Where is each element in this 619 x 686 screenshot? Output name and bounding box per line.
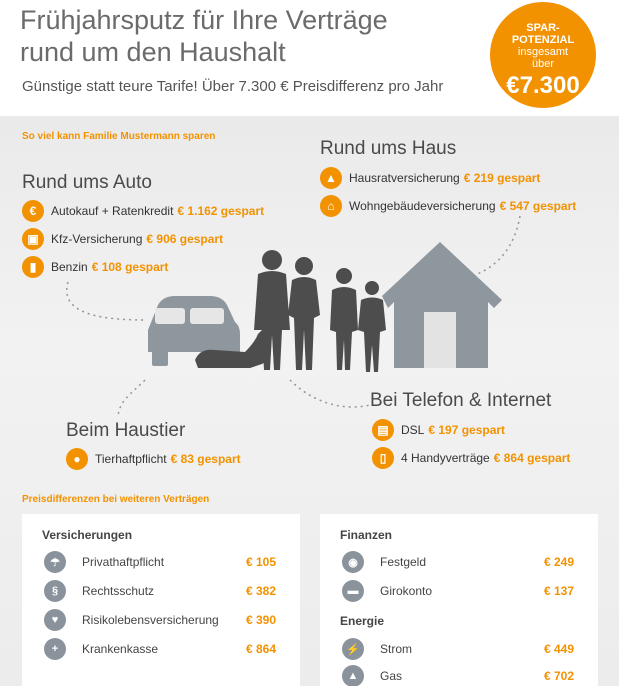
haus-item-hausrat	[320, 166, 540, 190]
row-value: € 137	[544, 584, 575, 598]
router-icon: ▤	[372, 419, 394, 441]
item-label: Wohngebäudeversicherung	[349, 199, 496, 213]
badge-line-2: POTENZIAL	[511, 34, 575, 46]
row-label: Strom	[380, 642, 413, 656]
finanzen-energie-card	[320, 514, 598, 686]
item-label: Kfz-Versicherung	[51, 232, 143, 246]
badge-line-4: über	[531, 58, 555, 70]
family-figures	[254, 250, 386, 372]
haustier-item-tierhaft	[66, 447, 241, 471]
badge-line-3: insgesamt	[517, 46, 569, 58]
fire-icon: ▲	[320, 167, 342, 189]
row-label: Privathaftpflicht	[82, 555, 165, 569]
row-label: Rechtsschutz	[82, 584, 155, 598]
card-icon: ▬	[342, 580, 364, 602]
item-amount: € 197 gespart	[428, 423, 506, 437]
item-amount: € 83 gespart	[170, 452, 241, 466]
item-label: 4 Handyverträge	[401, 451, 490, 465]
row-label: Girokonto	[380, 584, 433, 598]
house-icon: ⌂	[320, 195, 342, 217]
row-value: € 864	[246, 642, 277, 656]
heart-icon: ♥	[44, 609, 66, 631]
row-value: € 249	[544, 555, 575, 569]
item-amount: € 547 gespart	[499, 199, 577, 213]
versicherungen-heading: Versicherungen	[42, 528, 133, 542]
badge-value: €7.300	[506, 72, 580, 99]
versicherungen-card	[22, 514, 300, 686]
cross-icon: +	[44, 638, 66, 660]
dog-icon: ●	[66, 448, 88, 470]
badge-line-1: SPAR-	[526, 22, 560, 34]
row-label: Krankenkasse	[82, 642, 159, 656]
piggybank-icon: ◉	[342, 551, 364, 573]
telefon-item-dsl	[372, 418, 505, 442]
fuel-icon: ▮	[22, 256, 44, 278]
item-label: Tierhaftpflicht	[95, 452, 167, 466]
telefon-item-handy	[372, 446, 570, 470]
list-item	[342, 637, 412, 661]
list-item	[342, 579, 432, 603]
item-amount: € 219 gespart	[463, 171, 541, 185]
item-label: Hausratversicherung	[349, 171, 460, 185]
telefon-heading: Bei Telefon & Internet	[370, 390, 552, 411]
auto-item-benzin	[22, 255, 168, 279]
row-value: € 105	[246, 555, 277, 569]
list-item	[342, 664, 402, 686]
item-amount: € 864 gespart	[493, 451, 571, 465]
house-icon	[382, 242, 502, 368]
finanzen-heading: Finanzen	[340, 528, 393, 542]
title-line-2: rund um den Haushalt	[20, 37, 286, 67]
item-label: Benzin	[51, 260, 88, 274]
phone-icon: ▯	[372, 447, 394, 469]
energie-heading: Energie	[340, 614, 385, 628]
row-label: Gas	[380, 669, 403, 683]
paragraph-icon: §	[44, 580, 66, 602]
intro-text: So viel kann Familie Mustermann sparen	[22, 131, 216, 142]
list-item	[44, 579, 154, 603]
row-label: Festgeld	[380, 555, 427, 569]
auto-heading: Rund ums Auto	[22, 172, 152, 193]
euro-icon: €	[22, 200, 44, 222]
haustier-heading: Beim Haustier	[66, 420, 186, 441]
plug-icon: ⚡	[342, 638, 364, 660]
row-value: € 390	[246, 613, 277, 627]
auto-item-autokauf	[22, 199, 264, 223]
row-value: € 382	[246, 584, 277, 598]
umbrella-icon: ☂	[44, 551, 66, 573]
row-label: Risikolebensversicherung	[82, 613, 219, 627]
haus-heading: Rund ums Haus	[320, 138, 457, 159]
item-label: Autokauf + Ratenkredit	[51, 204, 174, 218]
subtitle: Günstige statt teure Tarife! Über 7.300 € Preisdifferenz pro Jahr	[22, 78, 444, 95]
item-amount: € 906 gespart	[146, 232, 224, 246]
item-amount: € 108 gespart	[91, 260, 169, 274]
flame-icon: ▲	[342, 665, 364, 686]
title-line-1: Frühjahrsputz für Ihre Verträge	[20, 5, 388, 35]
row-value: € 449	[544, 642, 575, 656]
weitere-heading: Preisdifferenzen bei weiteren Verträgen	[22, 494, 210, 505]
item-amount: € 1.162 gespart	[177, 204, 265, 218]
car-icon: ▣	[22, 228, 44, 250]
haus-item-wohngebaeude	[320, 194, 576, 218]
auto-item-kfz	[22, 227, 223, 251]
row-value: € 702	[544, 669, 575, 683]
list-item	[342, 550, 426, 574]
list-item	[44, 550, 164, 574]
list-item	[44, 608, 219, 632]
item-label: DSL	[401, 423, 425, 437]
list-item	[44, 637, 158, 661]
